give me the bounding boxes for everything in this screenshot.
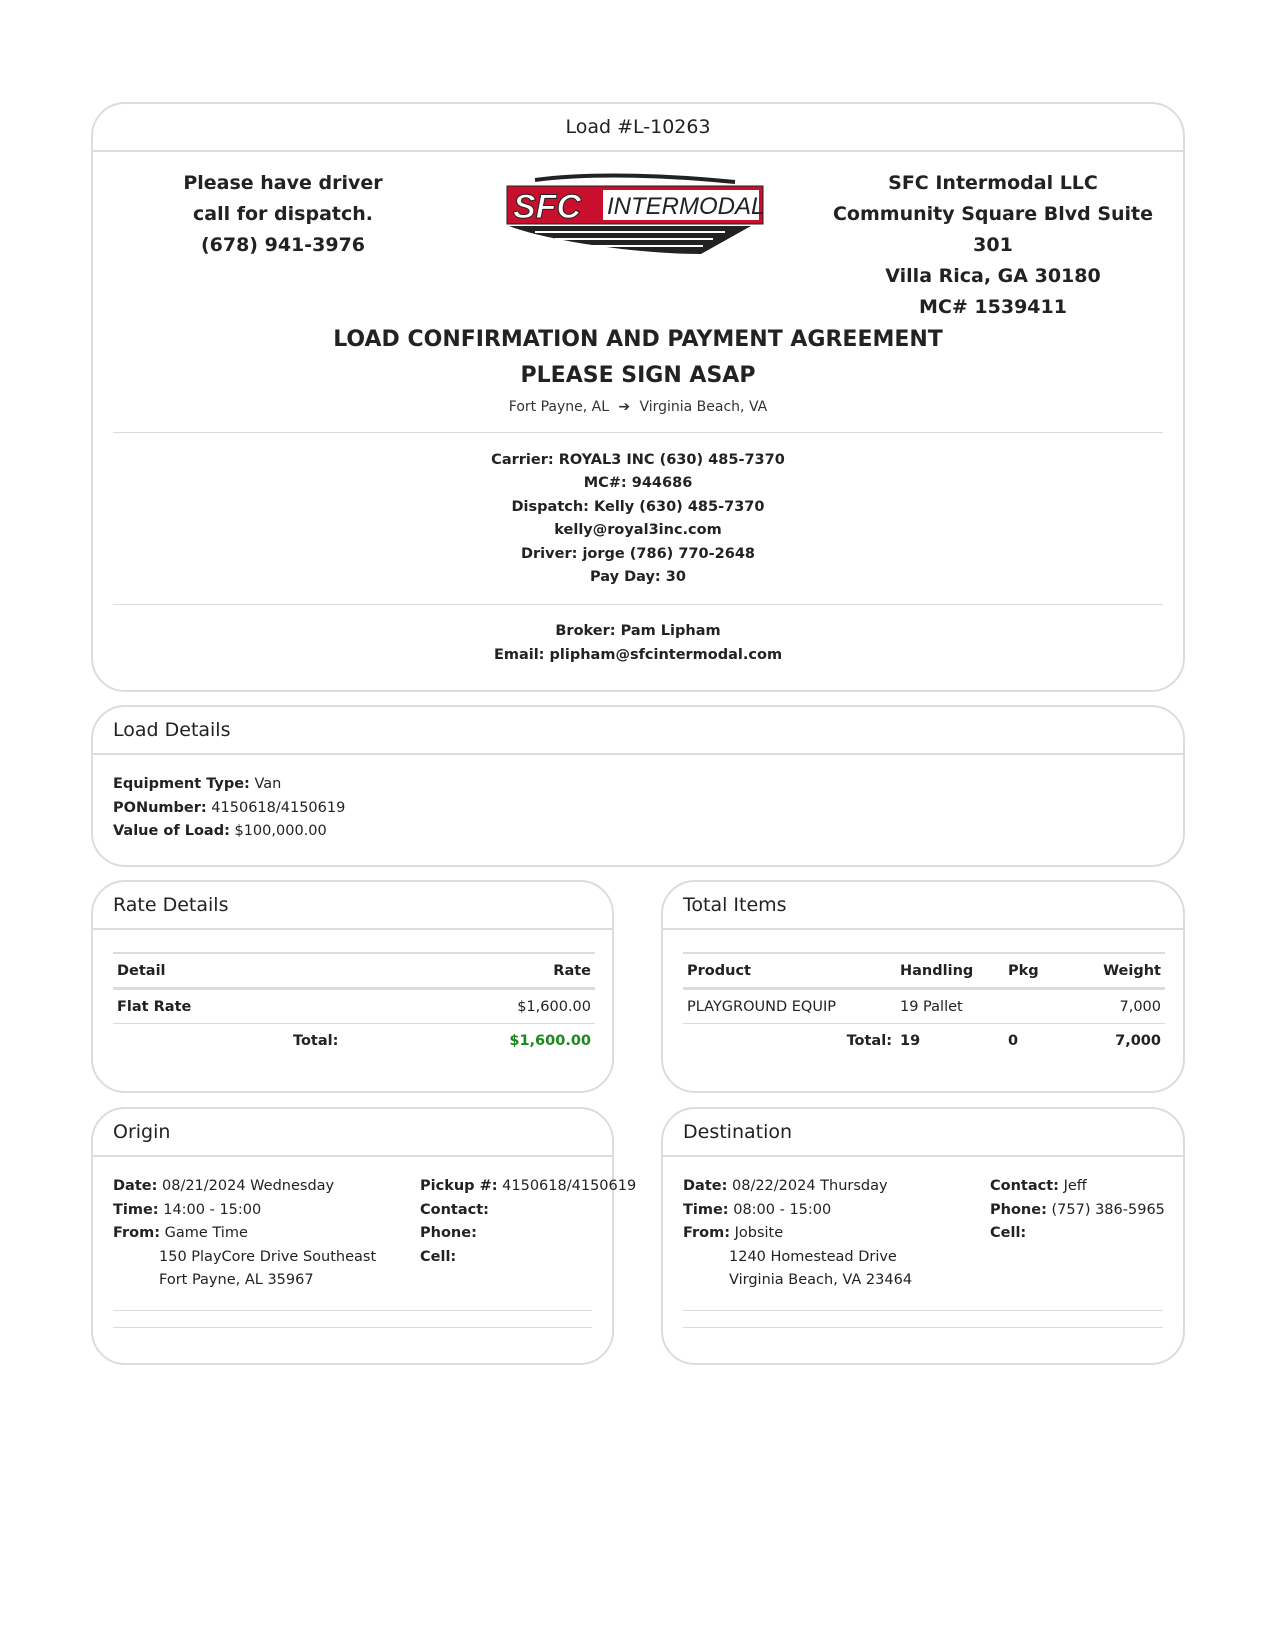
- rate-value: $1,600.00: [460, 989, 595, 1024]
- total-row: [113, 1024, 595, 1058]
- dispatch-note-line: call for dispatch.: [193, 203, 373, 225]
- rate-details-heading: Rate Details: [93, 882, 612, 930]
- item-handling: 19 Pallet: [896, 989, 1004, 1024]
- company-mc: MC# 1539411: [919, 296, 1067, 318]
- dispatch-note-line: Please have driver: [183, 172, 383, 194]
- rate-details-card: [91, 880, 614, 1093]
- items-table: [683, 952, 1165, 1057]
- total-value: $1,600.00: [509, 1032, 591, 1049]
- destination-card: [661, 1107, 1185, 1365]
- agreement-title: LOAD CONFIRMATION AND PAYMENT AGREEMENT: [333, 327, 943, 352]
- destination-from: From: Jobsite: [683, 1225, 784, 1241]
- destination-schedule: [683, 1175, 912, 1293]
- destination-address-line1: 1240 Homestead Drive: [729, 1248, 897, 1265]
- origin-date: Date: 08/21/2024 Wednesday: [113, 1178, 335, 1194]
- col-detail: Detail: [113, 953, 460, 989]
- broker-name: Broker: Pam Lipham: [555, 623, 721, 639]
- total-pkg: 0: [1008, 1032, 1019, 1049]
- destination-contact: [990, 1175, 1165, 1246]
- total-weight: 7,000: [1115, 1032, 1161, 1049]
- carrier-pay-day: Pay Day: 30: [590, 569, 686, 586]
- total-items-card: [661, 880, 1185, 1093]
- dispatch-phone: (678) 941-3976: [200, 234, 366, 256]
- destination-date: Date: 08/22/2024 Thursday: [683, 1178, 888, 1194]
- table-header-row: [683, 953, 1165, 989]
- destination-address-line2: Virginia Beach, VA 23464: [729, 1272, 913, 1288]
- divider: [683, 1310, 1163, 1311]
- route: [93, 394, 1183, 420]
- divider: [113, 1327, 592, 1328]
- carrier-mc: MC#: 944686: [583, 475, 693, 492]
- item-weight: 7,000: [1082, 989, 1165, 1024]
- origin-address-line2: Fort Payne, AL 35967: [159, 1272, 314, 1288]
- carrier-line: Carrier: ROYAL3 INC (630) 485-7370: [491, 452, 785, 468]
- broker-info: [93, 619, 1183, 667]
- agreement-title-block: [93, 322, 1183, 420]
- carrier-info: [93, 449, 1183, 589]
- item-product: PLAYGROUND EQUIP: [683, 989, 896, 1024]
- total-label: Total:: [846, 1032, 892, 1049]
- divider: [683, 1327, 1163, 1328]
- carrier-driver: Driver: jorge (786) 770-2648: [521, 545, 755, 562]
- divider: [113, 1310, 592, 1311]
- total-label: Total:: [293, 1032, 339, 1049]
- origin-time: Time: 14:00 - 15:00: [113, 1201, 262, 1218]
- table-header-row: [113, 953, 595, 989]
- arrow-right-icon: ➔: [613, 399, 635, 415]
- equipment-type: Equipment Type: Van: [113, 776, 282, 792]
- origin-address-line1: 150 PlayCore Drive Southeast: [159, 1248, 377, 1265]
- rate-table: [113, 952, 595, 1057]
- col-pkg: Pkg: [1004, 953, 1082, 989]
- carrier-dispatch: Dispatch: Kelly (630) 485-7370: [511, 498, 765, 515]
- origin-card: [91, 1107, 637, 1365]
- origin-heading: Origin: [93, 1109, 612, 1157]
- route-from: Fort Payne, AL: [508, 399, 610, 415]
- company-address: Community Square Blvd Suite 301: [832, 203, 1154, 256]
- sfc-intermodal-logo: [505, 174, 767, 256]
- destination-cell: Cell:: [990, 1225, 1027, 1241]
- divider: [113, 604, 1163, 605]
- col-weight: Weight: [1082, 953, 1165, 989]
- col-handling: Handling: [896, 953, 1004, 989]
- destination-time: Time: 08:00 - 15:00: [683, 1201, 832, 1218]
- total-row: [683, 1024, 1165, 1058]
- table-row: [113, 989, 595, 1024]
- origin-phone: Phone:: [420, 1225, 477, 1241]
- svg-text:INTERMODAL: INTERMODAL: [607, 193, 765, 220]
- origin-schedule: [113, 1175, 376, 1293]
- total-handling: 19: [900, 1032, 921, 1049]
- origin-contact: [420, 1175, 637, 1269]
- col-rate: Rate: [460, 953, 595, 989]
- load-details-heading: Load Details: [93, 707, 1183, 755]
- company-name: SFC Intermodal LLC: [888, 172, 1098, 194]
- value-of-load: Value of Load: $100,000.00: [113, 823, 327, 839]
- company-city: Villa Rica, GA 30180: [885, 265, 1101, 287]
- rate-detail: Flat Rate: [113, 989, 460, 1024]
- header-card: [91, 102, 1185, 692]
- load-details-body: [113, 773, 345, 844]
- destination-phone: Phone: (757) 386-5965: [990, 1201, 1165, 1218]
- dispatch-note: [183, 168, 383, 261]
- origin-pickup: Pickup #: 4150618/4150619: [420, 1178, 637, 1194]
- carrier-email: kelly@royal3inc.com: [554, 522, 722, 539]
- origin-cell: Cell:: [420, 1248, 457, 1265]
- divider: [113, 432, 1163, 433]
- total-items-heading: Total Items: [663, 882, 1183, 930]
- destination-heading: Destination: [663, 1109, 1183, 1157]
- load-details-card: [91, 705, 1185, 867]
- route-to: Virginia Beach, VA: [639, 399, 768, 415]
- broker-email: Email: plipham@sfcintermodal.com: [493, 647, 783, 663]
- load-number: Load #L-10263: [93, 104, 1183, 152]
- po-number: PONumber: 4150618/4150619: [113, 799, 346, 816]
- table-row: [683, 989, 1165, 1024]
- origin-from: From: Game Time: [113, 1225, 248, 1241]
- company-info: [823, 168, 1163, 323]
- svg-text:SFC: SFC: [513, 188, 581, 226]
- destination-contact-name: Contact: Jeff: [990, 1178, 1087, 1194]
- item-pkg: [1004, 989, 1082, 1024]
- agreement-subtitle: PLEASE SIGN ASAP: [520, 363, 756, 388]
- col-product: Product: [683, 953, 896, 989]
- origin-contact-name: Contact:: [420, 1201, 489, 1218]
